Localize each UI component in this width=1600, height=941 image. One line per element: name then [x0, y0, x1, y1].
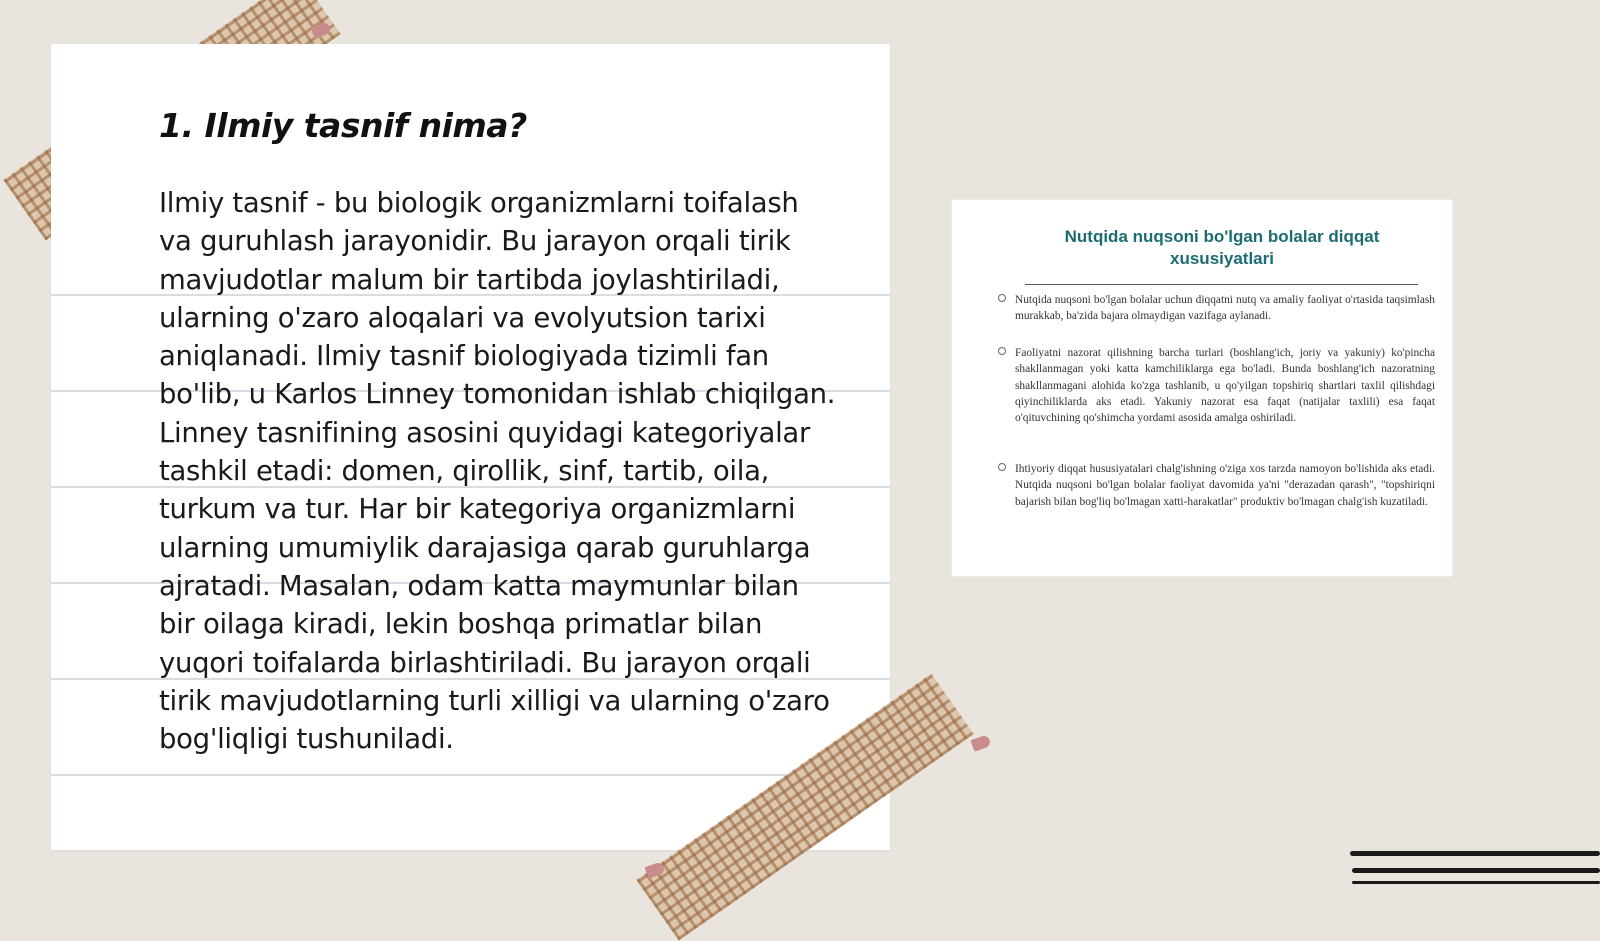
figure-item-text: Nutqida nuqsoni bo'lgan bolalar uchun diqqatni nutq va amaliy faoliyat o'rtasida taqsimlash murakkab, ba'zida bajara olmaydigan vazifaga aylanadi. [1015, 294, 1435, 323]
figure-item-text: Faoliyatni nazorat qilishning barcha turlari (boshlang'ich, joriy va yakuniy) ko'pincha shakllanmagan yoki katta kamchiliklarga ega bo'ladi. Bunda boshlang'ich nazoratning shakllanmagani alohida ko'zga tashlanib, u qo'yilgan topshiriq shartlari taxlil qilishdagi qiyinchiliklarda aks etadi. Yakuniy nazorat esa faqat (natijalar taxlili) esa faqat o'qituvchining qo'shimcha yordami asosida amalga oshiriladi. [1015, 347, 1435, 425]
brush-stroke [1352, 881, 1600, 884]
circle-bullet-icon [998, 347, 1006, 355]
slide-body-text: Ilmiy tasnif - bu biologik organizmlarni toifalash va guruhlash jarayonidir. Bu jarayon orqali tirik mavjudotlar malum bir tartibda joylashtiriladi, ularning o'zaro aloqalari va evolyutsion tarixi aniqlanadi. Ilmiy tasnif biologiyada tizimli fan bo'lib, u Karlos Linney tomonidan ishlab chiqilgan. Linney tasnifining asosini quyidagi kategoriyalar tashkil etadi: domen, qirollik, sinf, tartib, oila, turkum va tur. Har bir kategoriya organizmlarni ularning umumiylik darajasiga qarab guruhlarga ajratadi. Masalan, odam katta maymunlar bilan bir oilaga kiradi, lekin boshqa primatlar bilan yuqori toifalarda birlashtiriladi. Bu jarayon orqali tirik mavjudotlarning turli xilligi va ularning o'zaro bog'liqligi tushuniladi. [159, 187, 836, 756]
tape-end-bottom-right [970, 734, 991, 751]
slide-title: 1. Ilmiy tasnif nima? [159, 106, 527, 145]
circle-bullet-icon [998, 463, 1006, 471]
brush-stroke [1350, 851, 1600, 856]
brush-stroke [1352, 868, 1600, 873]
embedded-figure [951, 199, 1453, 577]
figure-divider [1025, 284, 1418, 285]
figure-title: Nutqida nuqsoni bo'lgan bolalar diqqat xususiyatlari [1064, 227, 1380, 268]
paper-rule-line [51, 774, 890, 776]
circle-bullet-icon [998, 294, 1006, 302]
figure-item-text: Ihtiyoriy diqqat hususiyatalari chalg'ishning o'ziga xos tarzda namoyon bo'lishida aks etadi. Nutqida nuqsoni bo'lgan bolalar faoliyat davomida ya'ni "derazadan qarash", "topshiriqni bajarish bilan bog'liq bo'lmagan xatti-harakatlar" produktiv bo'lmagan chalg'ish kuzatiladi. [1015, 463, 1435, 508]
note-paper [51, 44, 890, 850]
